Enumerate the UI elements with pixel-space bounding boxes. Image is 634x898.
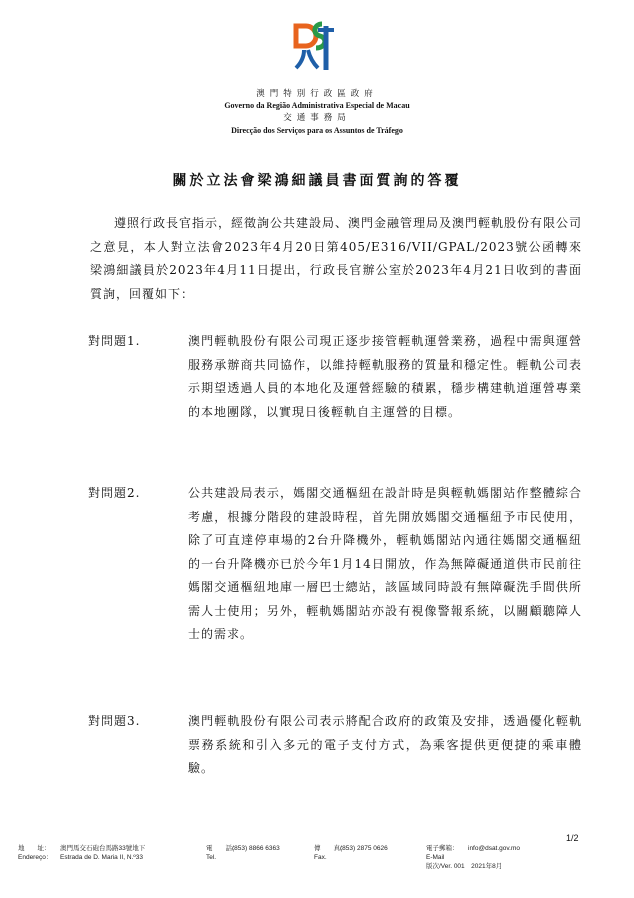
- answer-3-label: 對問題3.: [88, 714, 141, 728]
- answer-1-label: 對問題1.: [88, 334, 141, 348]
- answer-2-text: 公共建設局表示，媽閣交通樞紐在設計時是與輕軌媽閣站作整體綜合考慮，根據分階段的建設時程，首先開放媽閣交通樞紐予市民使用，除了可直達停車場的2台升降機外，輕軌媽閣站內通往媽閣交通樞紐的一台升降機亦已於今年1月14日開放，作為無障礙通道供市民前往媽閣交通樞紐地庫一層巴士總站，該區域同時設有無障礙洗手間供所需人士使用；另外，輕軌媽閣站亦設有視像警報系統，以關顧聽障人士的需求。: [188, 486, 582, 641]
- tel-label: 電 話：: [206, 845, 239, 852]
- dsat-logo-icon: [292, 20, 338, 72]
- document-title: 關於立法會梁鴻細議員書面質詢的答覆: [172, 173, 462, 189]
- answer-1-text: 澳門輕軌股份有限公司現正逐步接管輕軌運營業務，過程中需與運營服務承辦商共同協作，以維持輕軌服務的質量和穩定性。輕軌公司表示期望透過人員的本地化及運營經驗的積累，穩步構建軌道運營專業的本地團隊，以實現日後輕軌自主運營的目標。: [188, 334, 582, 419]
- address-pt: Estrada de D. Maria II, N.º33: [60, 854, 143, 861]
- gov-name-zh: 澳門特別行政區政府: [256, 89, 378, 99]
- answer-3: [88, 710, 582, 781]
- tel-number: (853) 8866 6363: [232, 845, 280, 852]
- fax-label-pt: Fax.: [314, 854, 327, 861]
- dept-name-pt: Direcção dos Serviços para os Assuntos de Tráfego: [231, 126, 403, 135]
- address-label-pt: Endereço：: [18, 854, 53, 861]
- email-address: info@dsat.gov.mo: [468, 845, 521, 852]
- answer-1: [88, 330, 582, 424]
- address-zh: 澳門馬交石砲台馬路33號地下: [60, 845, 146, 852]
- version: 版次/Ver. 001 2021年8月: [426, 863, 503, 870]
- answer-2-label: 對問題2.: [88, 486, 141, 500]
- address-label: 地 址：: [18, 845, 51, 852]
- intro-paragraph: [90, 212, 582, 306]
- answer-3-text: 澳門輕軌股份有限公司表示將配合政府的政策及安排，透過優化輕軌票務系統和引入多元的電子支付方式，為乘客提供更便捷的乘車體驗。: [188, 714, 582, 775]
- intro-text: 遵照行政長官指示，經徵詢公共建設局、澳門金融管理局及澳門輕軌股份有限公司之意見，本人對立法會2023年4月20日第405/E316/VII/GPAL/2023號公函轉來梁鴻細議員於2023年4月11日提出，行政長官辦公室於2023年4月21日收到的書面質詢，回覆如下：: [90, 216, 583, 301]
- page-number: 1/2: [566, 833, 579, 843]
- footer: [18, 844, 618, 868]
- email-label-pt: E-Mail: [426, 854, 445, 861]
- fax-label: 傳 真：: [314, 845, 347, 852]
- email-label: 電子郵箱：: [426, 845, 459, 852]
- fax-number: (853) 2875 0626: [340, 845, 388, 852]
- dept-name-zh: 交通事務局: [283, 113, 351, 123]
- tel-label-pt: Tel.: [206, 854, 217, 861]
- gov-name-pt: Governo da Região Administrativa Especial de Macau: [224, 101, 410, 110]
- answer-2: [88, 482, 582, 647]
